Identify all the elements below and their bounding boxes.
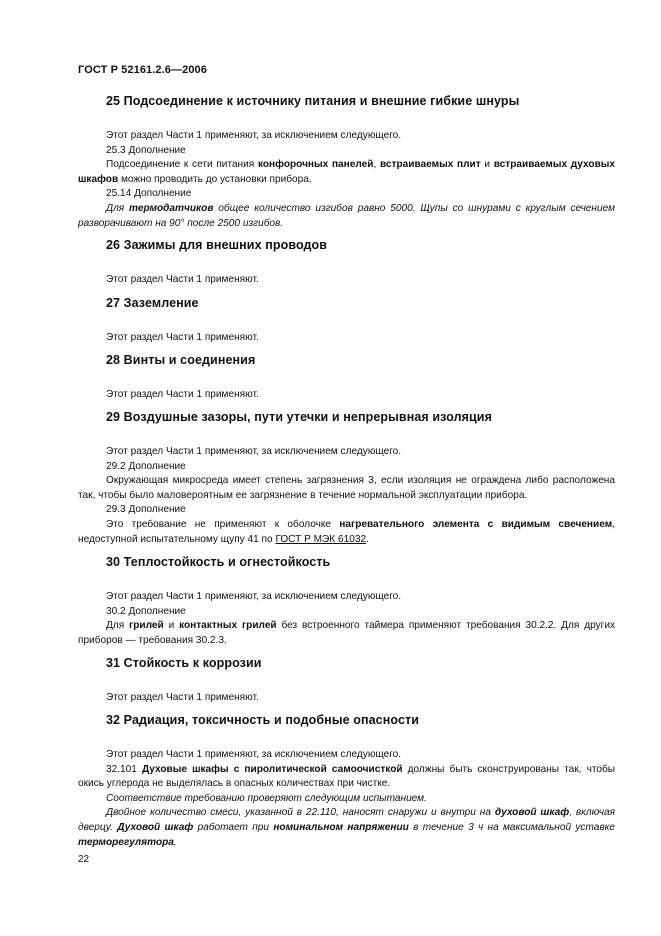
page-number: 22	[78, 854, 90, 865]
text-run: Духовой шкаф	[117, 821, 194, 833]
text-run: можно проводить до установки прибора.	[118, 173, 312, 185]
text-run: 29.2 Дополнение	[106, 460, 186, 472]
paragraph	[78, 460, 615, 475]
paragraph	[78, 129, 615, 144]
paragraph	[78, 144, 615, 159]
paragraph	[78, 792, 615, 807]
section	[78, 555, 615, 648]
paragraph	[78, 445, 615, 460]
text-run: Этот раздел Части 1 применяют, за исключением следующего.	[106, 591, 402, 602]
section	[78, 713, 615, 850]
text-run: и	[480, 159, 494, 171]
text-run: Духовые шкафы с пиролитической самоочисткой	[141, 763, 403, 775]
text-run: нагревательного элемента с видимым свечением	[339, 518, 613, 530]
section-heading: 27 Заземление	[106, 296, 199, 310]
text-run: грилей	[129, 620, 164, 632]
section	[78, 410, 615, 547]
text-run: работает при	[193, 821, 274, 833]
section-body	[78, 273, 615, 288]
text-run: должны быть сконструированы так, чтобы окись углерода не выделялась в опасных количествах при чистке.	[78, 763, 615, 790]
paragraph	[78, 691, 615, 706]
text-run: , недоступной испытательному щупу 41 по	[78, 518, 615, 545]
text-run: в течение 3 ч на максимальной уставке	[408, 821, 616, 833]
text-run: .	[173, 836, 177, 848]
section-body	[78, 331, 615, 346]
text-run: .	[366, 533, 369, 545]
paragraph	[78, 202, 615, 231]
text-run: Этот раздел Части 1 применяют, за исключением следующего.	[106, 130, 402, 141]
text-run: Двойное количество смеси, указанной в 22.110, наносят снаружи и внутри на	[106, 807, 495, 819]
paragraph	[78, 388, 615, 403]
text-run: 29.3 Дополнение	[106, 504, 186, 516]
text-run: 25.14 Дополнение	[106, 188, 192, 200]
text-run: ,	[373, 159, 380, 171]
paragraph	[78, 187, 615, 202]
reference-link[interactable]: ГОСТ Р МЭК 61032	[275, 533, 367, 545]
text-run: встраиваемых плит	[379, 159, 481, 171]
paragraph	[78, 748, 615, 763]
text-run: контактных грилей	[179, 620, 277, 632]
paragraph	[78, 763, 615, 792]
section-body	[78, 590, 615, 648]
text-run: 30.2 Дополнение	[106, 605, 186, 617]
section-body	[78, 388, 615, 403]
section	[78, 94, 615, 231]
section	[78, 238, 615, 288]
text-run: без встроенного таймера применяют требования 30.2.2. Для других приборов — требования 30.2.3.	[78, 620, 616, 646]
text-run: и	[163, 620, 180, 632]
section-heading: 25 Подсоединение к источнику питания и внешние гибкие шнуры	[106, 94, 520, 108]
document-header: ГОСТ Р 52161.2.6—2006	[78, 64, 207, 76]
paragraph	[78, 331, 615, 346]
section	[78, 353, 615, 403]
section-heading: 30 Теплостойкость и огнестойкость	[106, 555, 331, 569]
text-run: Подсоединение к сети питания	[106, 159, 258, 171]
text-run: , включая дверцу.	[78, 807, 615, 833]
text-run: номинальном напряжении	[273, 821, 409, 833]
paragraph	[78, 590, 615, 605]
text-run: конфорочных панелей	[257, 159, 374, 171]
section-heading: 28 Винты и соединения	[106, 353, 256, 367]
paragraph	[78, 605, 615, 620]
section	[78, 656, 615, 706]
paragraph	[78, 273, 615, 288]
text-run: 32.101	[106, 763, 142, 775]
text-run: терморегулятора	[78, 836, 174, 848]
paragraph	[78, 474, 615, 503]
paragraph	[78, 158, 615, 187]
text-run: Этот раздел Части 1 применяют.	[106, 332, 259, 343]
text-run: Окружающая микросреда имеет степень загрязнения 3, если изоляция не ограждена либо расположена так, чтобы было маловероятным ее загрязнение в течение нормальной эксплуатации прибора.	[78, 475, 615, 501]
text-run: Этот раздел Части 1 применяют.	[106, 389, 259, 400]
text-run: Этот раздел Части 1 применяют.	[106, 692, 259, 703]
section-body	[78, 691, 615, 706]
text-run: духовой шкаф	[494, 807, 570, 819]
section-body	[78, 748, 615, 850]
paragraph	[78, 503, 615, 518]
text-run: Это требование не применяют к оболочке	[106, 518, 340, 530]
paragraph	[78, 619, 615, 648]
text-run: Для	[106, 620, 130, 632]
text-run: термодатчиков	[129, 202, 214, 214]
text-run: Соответствие требованию проверяют следующим испытанием.	[106, 792, 427, 804]
text-run: 25.3 Дополнение	[106, 144, 186, 156]
section-heading: 26 Зажимы для внешних проводов	[106, 238, 328, 252]
paragraph	[78, 518, 615, 547]
section-body	[78, 129, 615, 231]
text-run: общее количество изгибов равно 5000. Щупы со шнурами с круглым сечением разворачивают на 90° после 2500 изгибов.	[78, 202, 616, 229]
text-run: Этот раздел Части 1 применяют.	[106, 274, 259, 285]
paragraph	[78, 806, 615, 850]
section-heading: 32 Радиация, токсичность и подобные опасности	[106, 713, 419, 727]
section-body	[78, 445, 615, 547]
text-run: Этот раздел Части 1 применяют, за исключением следующего.	[106, 749, 402, 760]
text-run: Этот раздел Части 1 применяют, за исключением следующего.	[106, 446, 402, 457]
section-heading: 29 Воздушные зазоры, пути утечки и непрерывная изоляция	[106, 410, 492, 424]
section	[78, 296, 615, 346]
text-run: Для	[106, 202, 130, 214]
section-heading: 31 Стойкость к коррозии	[106, 656, 262, 670]
text-run: встраиваемых духовых шкафов	[78, 159, 616, 185]
